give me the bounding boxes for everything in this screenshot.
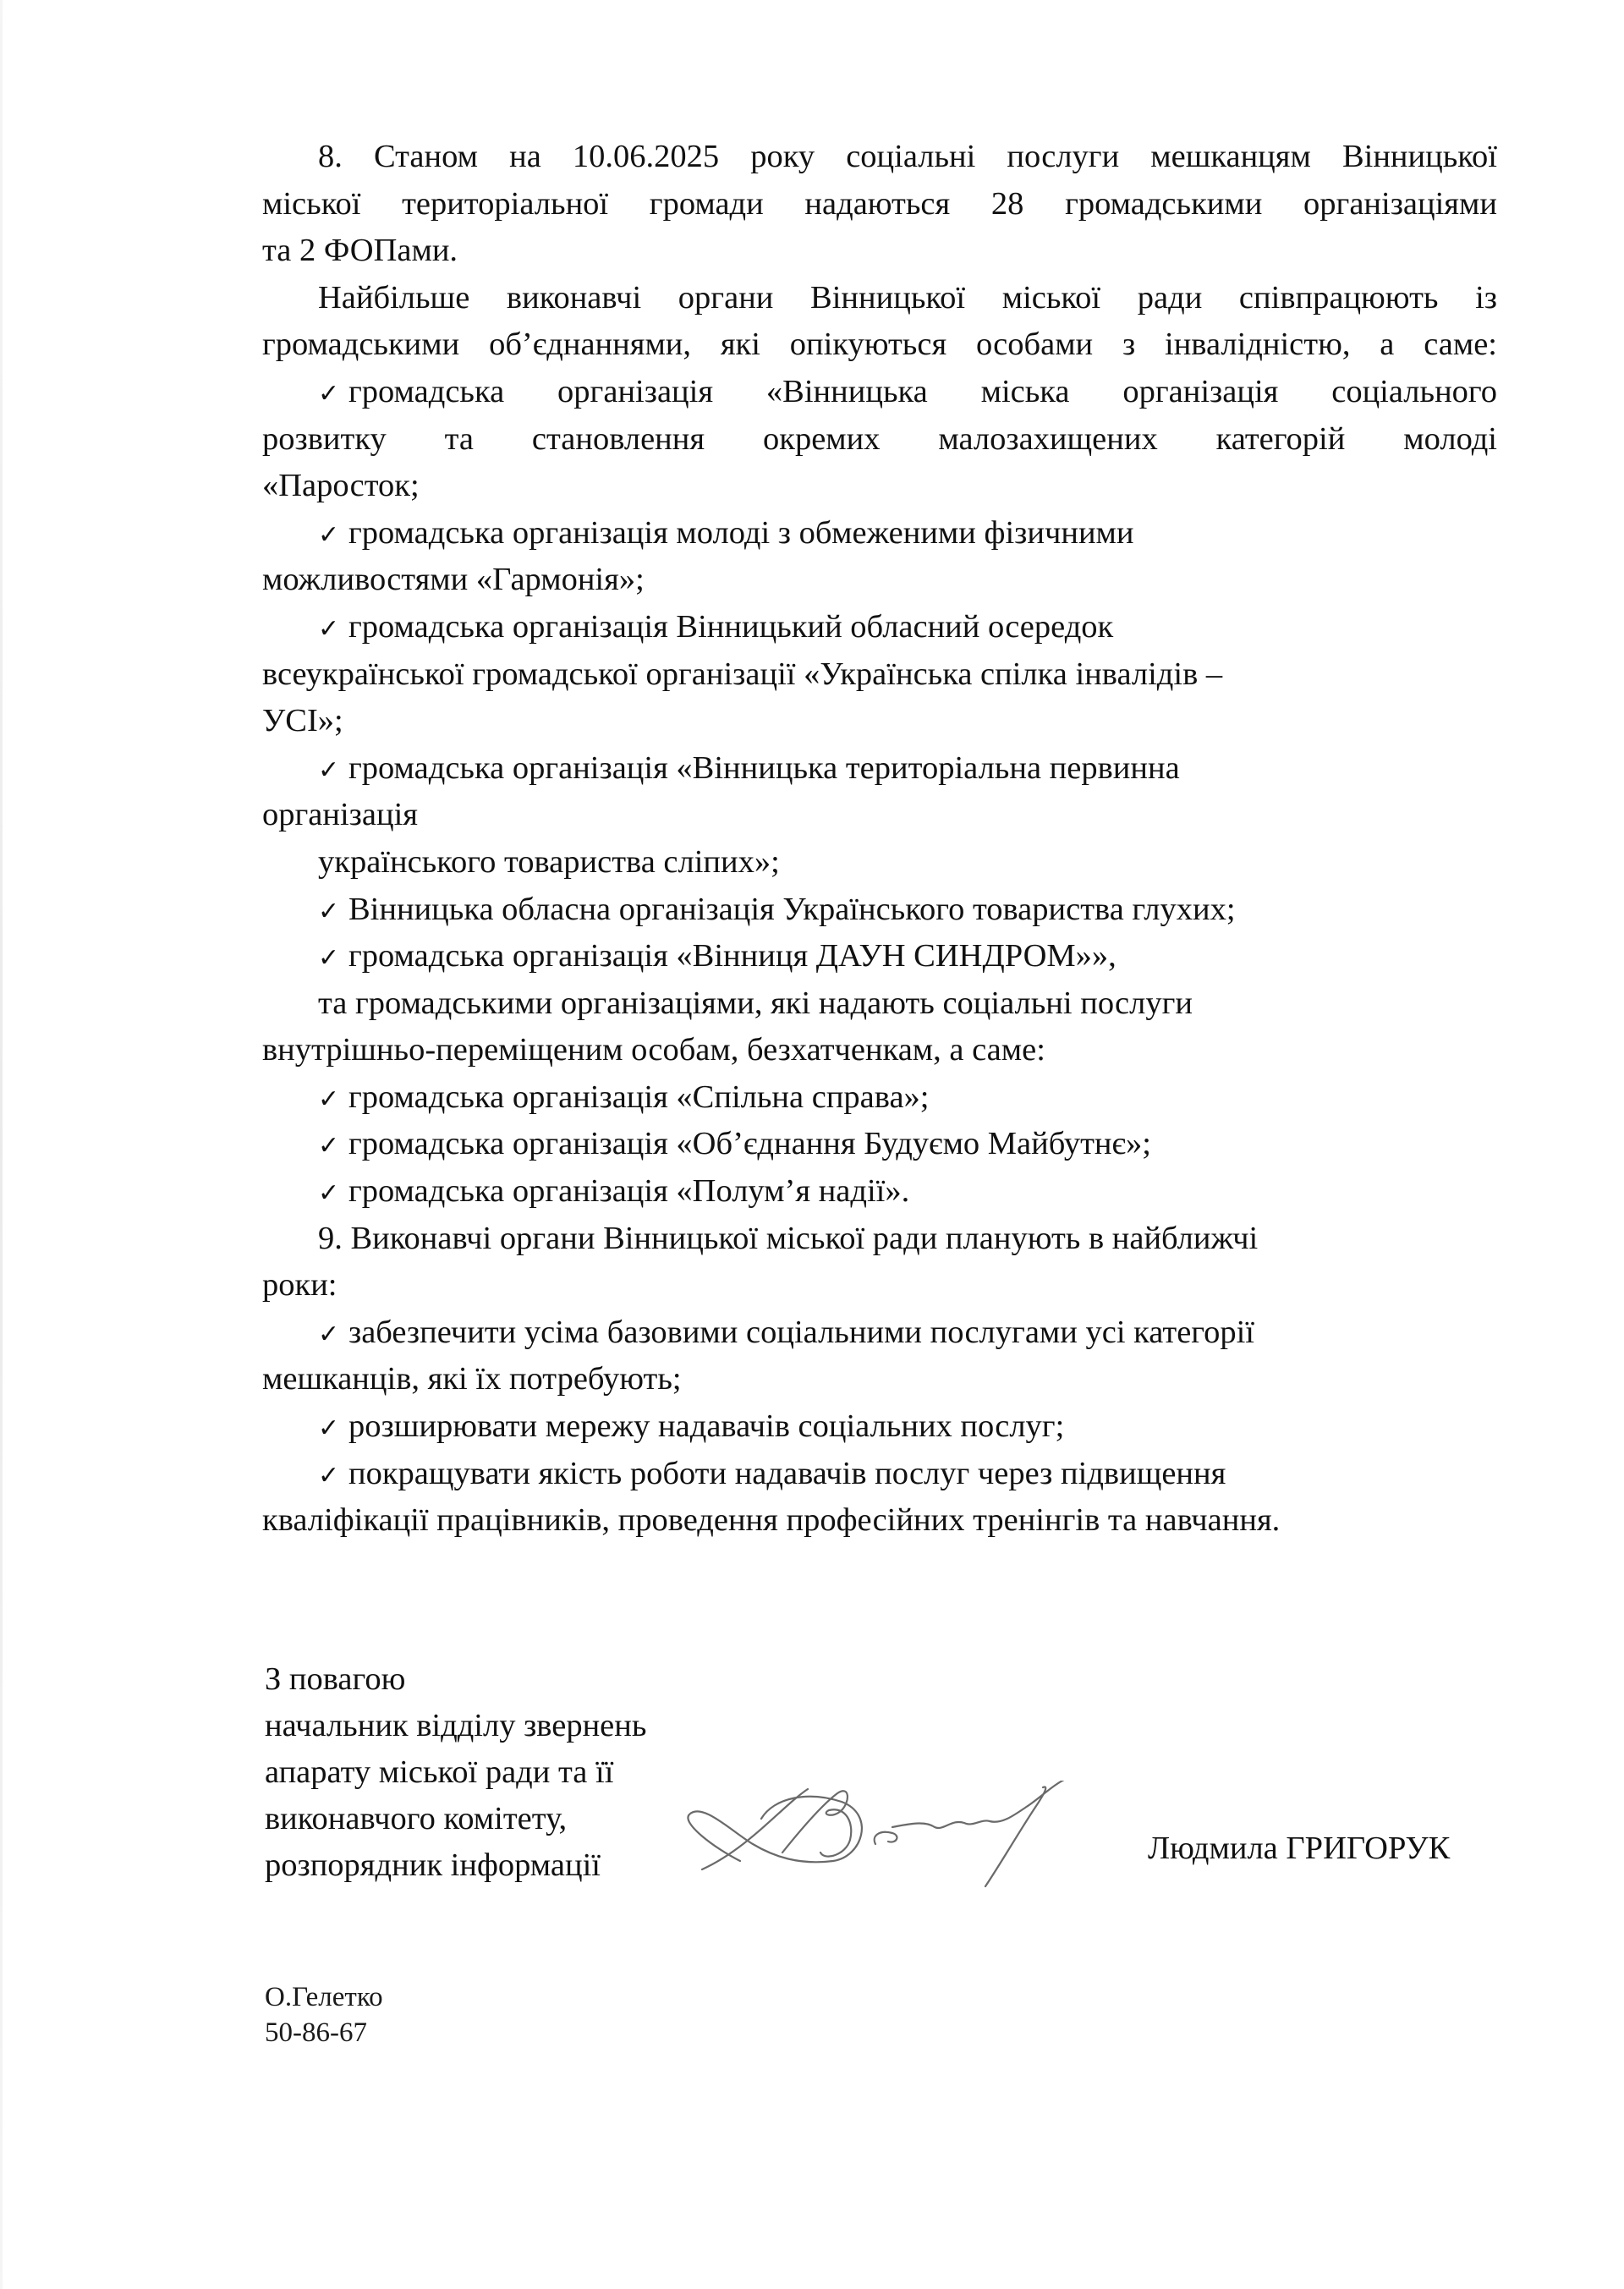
checklist-item-line	[262, 1309, 1497, 1357]
checkmark-icon: ✓	[318, 519, 340, 550]
checkmark-icon: ✓	[318, 1084, 340, 1114]
line-text: громадськими об’єднаннями, які опікуються особами з інвалідністю, а саме:	[262, 327, 1497, 363]
line-text: Вінницька обласна організація Українського товариства глухих;	[348, 891, 1236, 927]
text-line	[262, 1216, 1497, 1263]
line-text: мешканців, які їх потребують;	[262, 1361, 682, 1397]
text-line	[262, 1027, 1497, 1074]
line-text: громадська організація «Вінниця ДАУН СИНДРОМ»»,	[348, 938, 1116, 974]
text-line	[262, 275, 1497, 322]
line-text: можливостями «Гармонія»;	[262, 562, 645, 598]
signer-name: Людмила ГРИГОРУК	[1148, 1831, 1451, 1866]
text-line	[262, 651, 1497, 699]
checkmark-icon: ✓	[318, 1178, 340, 1209]
checkmark-icon: ✓	[318, 378, 340, 409]
text-line	[262, 1356, 1497, 1403]
document-body	[262, 134, 1497, 1545]
line-text: забезпечити усіма базовими соціальними послугами усі категорії	[348, 1314, 1255, 1350]
line-text: громадська організація молоді з обмеженими фізичними	[348, 514, 1134, 551]
text-line	[262, 1497, 1497, 1545]
checklist-item-line	[262, 1451, 1497, 1498]
signer-title-line: апарату міської ради та її	[265, 1754, 614, 1790]
line-text: українського товариства сліпих»;	[318, 843, 780, 880]
executor-name: О.Гелетко	[265, 1982, 383, 2012]
checkmark-icon: ✓	[318, 1460, 340, 1490]
checklist-item-line	[262, 1074, 1497, 1122]
checkmark-icon: ✓	[318, 1319, 340, 1349]
signer-title-line: начальник відділу звернень	[265, 1708, 647, 1743]
checkmark-icon: ✓	[318, 943, 340, 974]
line-text: 9. Виконавчі органи Вінницької міської ради планують в найближчі	[318, 1220, 1259, 1256]
checklist-item-line	[262, 745, 1497, 793]
line-text: розширювати мережу надавачів соціальних послуг;	[348, 1408, 1065, 1445]
checklist-item-line	[262, 887, 1497, 934]
text-line	[262, 792, 1497, 839]
checkmark-icon: ✓	[318, 613, 340, 644]
line-text: та 2 ФОПами.	[262, 233, 458, 269]
line-text: громадська організація «Вінницька міська організація соціального	[348, 373, 1497, 409]
text-line	[262, 416, 1497, 464]
line-text: розвитку та становлення окремих малозахищених категорій молоді	[262, 420, 1497, 457]
text-line	[262, 134, 1497, 181]
line-text: кваліфікації працівників, проведення професійних тренінгів та навчання.	[262, 1502, 1281, 1539]
checklist-item-line	[262, 369, 1497, 416]
checklist-item-line	[262, 510, 1497, 557]
line-text: та громадськими організаціями, які надають соціальні послуги	[318, 985, 1193, 1021]
line-text: покращувати якість роботи надавачів послуг через підвищення	[348, 1455, 1226, 1491]
line-text: Найбільше виконавчі органи Вінницької міської ради співпрацюють із	[318, 279, 1497, 316]
line-text: міської територіальної громади надаються 28 громадськими організаціями	[262, 185, 1497, 222]
text-line	[262, 698, 1497, 745]
line-text: всеукраїнської громадської організації «Українська спілка інвалідів –	[262, 656, 1223, 692]
checklist-item-line	[262, 604, 1497, 651]
text-line	[262, 980, 1497, 1028]
checkmark-icon: ✓	[318, 755, 340, 785]
line-text: громадська організація «Вінницька територіальна первинна	[348, 749, 1180, 786]
checklist-item-line	[262, 1168, 1497, 1216]
closing-phrase: З повагою	[265, 1661, 406, 1697]
text-line	[262, 839, 1497, 887]
text-line	[262, 181, 1497, 228]
line-text: внутрішньо-переміщеним особам, безхатченкам, а саме:	[262, 1032, 1045, 1068]
checklist-item-line	[262, 1403, 1497, 1451]
line-text: «Паросток;	[262, 468, 420, 504]
text-line	[262, 463, 1497, 510]
text-line	[262, 321, 1497, 369]
checklist-item-line	[262, 933, 1497, 980]
checkmark-icon: ✓	[318, 1131, 340, 1161]
signer-title-line: розпорядник інформації	[265, 1847, 601, 1883]
line-text: громадська організація «Полум’я надії».	[348, 1173, 910, 1210]
executor-phone: 50-86-67	[265, 2017, 367, 2048]
handwritten-signature-icon	[681, 1781, 1121, 1899]
text-line	[262, 557, 1497, 604]
signer-title-line: виконавчого комітету,	[265, 1801, 568, 1836]
line-text: громадська організація Вінницький обласний осередок	[348, 608, 1114, 645]
scan-edge	[0, 0, 3, 2289]
line-text: 8. Станом на 10.06.2025 року соціальні послуги мешканцям Вінницької	[318, 139, 1497, 174]
text-line	[262, 1262, 1497, 1309]
line-text: роки:	[262, 1267, 337, 1304]
checklist-item-line	[262, 1121, 1497, 1168]
line-text: УСІ»;	[262, 703, 343, 739]
line-text: організація	[262, 797, 418, 833]
line-text: громадська організація «Спільна справа»;	[348, 1079, 930, 1115]
checkmark-icon: ✓	[318, 1413, 340, 1444]
line-text: громадська організація «Об’єднання Будуємо Майбутнє»;	[348, 1126, 1152, 1162]
text-line	[262, 228, 1497, 275]
contact-info	[265, 1979, 383, 2050]
checkmark-icon: ✓	[318, 896, 340, 926]
